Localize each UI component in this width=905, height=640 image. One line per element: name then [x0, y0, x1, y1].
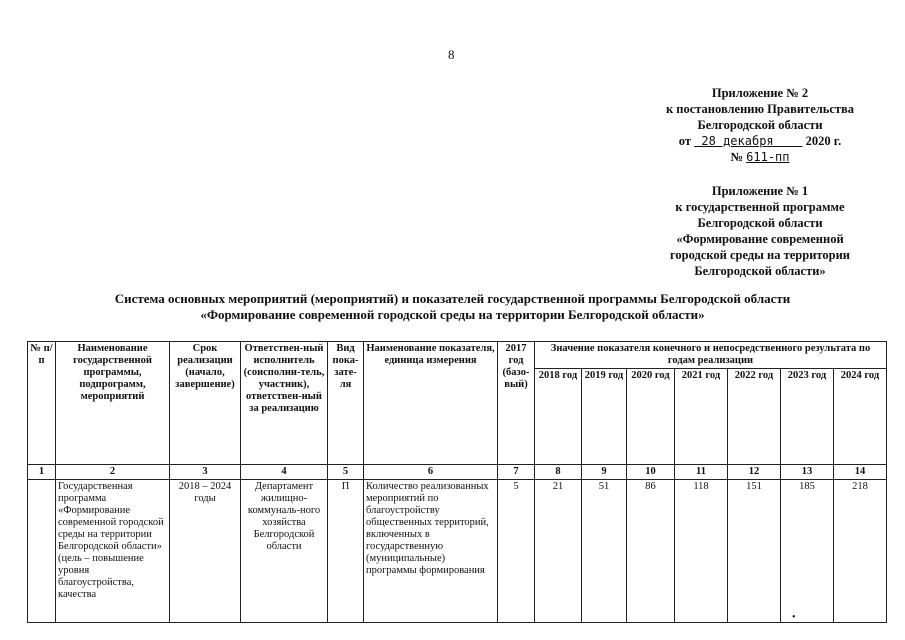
column-numbers-row — [28, 465, 887, 480]
annex-1-line: городской среды на территории — [670, 248, 850, 262]
table-row — [28, 480, 887, 623]
date-value: 28 декабря — [701, 134, 774, 148]
header-kind: Вид пока-зате-ля — [328, 342, 364, 465]
column-number: 14 — [834, 465, 887, 480]
annex-2-block — [640, 85, 880, 165]
cell-value: 118 — [675, 480, 728, 623]
annex-1-title: Приложение № 1 — [711, 184, 809, 198]
cell-value: 151 — [728, 480, 781, 623]
header-year: 2021 год — [675, 369, 728, 465]
header-year: 2020 год — [627, 369, 675, 465]
document-title-line2: «Формирование современной городской среды на территории Белгородской области» — [200, 307, 705, 322]
annex-1-line: Белгородской области — [697, 216, 823, 230]
annex-2-line1: к постановлению Правительства — [665, 102, 855, 116]
header-num: № п/п — [28, 342, 56, 465]
page-number: 8 — [448, 47, 455, 62]
cell-responsible: Департамент жилищно-коммуналь-ного хозяйства Белгородской области — [241, 480, 328, 623]
column-number: 1 — [28, 465, 56, 480]
header-year: 2022 год — [728, 369, 781, 465]
annex-1-line: Белгородской области» — [694, 264, 826, 278]
cell-name: Государственная программа «Формирование современной городской среды на территории Белгородской области» (цель – повышение уровня благоустройства, качества — [56, 480, 170, 623]
cell-num — [28, 480, 56, 623]
column-number: 8 — [535, 465, 582, 480]
date-suffix: 2020 г. — [805, 134, 842, 148]
header-indicator: Наименование показателя, единица измерения — [364, 342, 498, 465]
cell-kind: П — [328, 480, 364, 623]
header-year: 2023 год — [781, 369, 834, 465]
annex-2-date — [640, 133, 880, 149]
scan-mark: • — [792, 612, 796, 623]
cell-value: 185 — [781, 480, 834, 623]
column-number: 10 — [627, 465, 675, 480]
column-number: 11 — [675, 465, 728, 480]
cell-term: 2018 – 2024 годы — [170, 480, 241, 623]
column-number: 4 — [241, 465, 328, 480]
cell-value: 218 — [834, 480, 887, 623]
header-name: Наименование государственной программы, подпрограмм, мероприятий — [56, 342, 170, 465]
column-number: 13 — [781, 465, 834, 480]
cell-value: 51 — [582, 480, 627, 623]
annex-2-line2: Белгородской области — [697, 118, 823, 132]
header-year: 2024 год — [834, 369, 887, 465]
indicators-table — [27, 341, 887, 623]
column-number: 12 — [728, 465, 781, 480]
annex-1-block — [640, 183, 880, 279]
column-number: 5 — [328, 465, 364, 480]
header-responsible: Ответствен-ный исполнитель (соисполни-тель, участник), ответствен-ный за реализацию — [241, 342, 328, 465]
header-term: Срок реализации (начало, завершение) — [170, 342, 241, 465]
header-row — [28, 342, 887, 369]
number-prefix: № — [730, 150, 744, 164]
number-value: 611-пп — [746, 150, 790, 164]
annex-1-line: к государственной программе — [675, 200, 845, 214]
date-prefix: от — [678, 134, 692, 148]
cell-value: 21 — [535, 480, 582, 623]
column-number: 6 — [364, 465, 498, 480]
cell-base: 5 — [498, 480, 535, 623]
cell-value: 86 — [627, 480, 675, 623]
header-year: 2018 год — [535, 369, 582, 465]
header-values-group: Значение показателя конечного и непосредственного результата по годам реализации — [535, 342, 887, 369]
annex-1-line: «Формирование современной — [676, 232, 844, 246]
column-number: 9 — [582, 465, 627, 480]
column-number: 3 — [170, 465, 241, 480]
column-number: 2 — [56, 465, 170, 480]
column-number: 7 — [498, 465, 535, 480]
annex-2-number — [640, 149, 880, 165]
document-title-line1: Система основных мероприятий (мероприятий) и показателей государственной программы Белгородской области — [114, 291, 791, 306]
annex-2-title: Приложение № 2 — [711, 86, 809, 100]
cell-indicator: Количество реализованных мероприятий по благоустройству общественных территорий, включенных в государственную (муниципальные) программы формирования — [364, 480, 498, 623]
document-title — [40, 291, 865, 323]
header-base-year: 2017 год (базо-вый) — [498, 342, 535, 465]
header-year: 2019 год — [582, 369, 627, 465]
